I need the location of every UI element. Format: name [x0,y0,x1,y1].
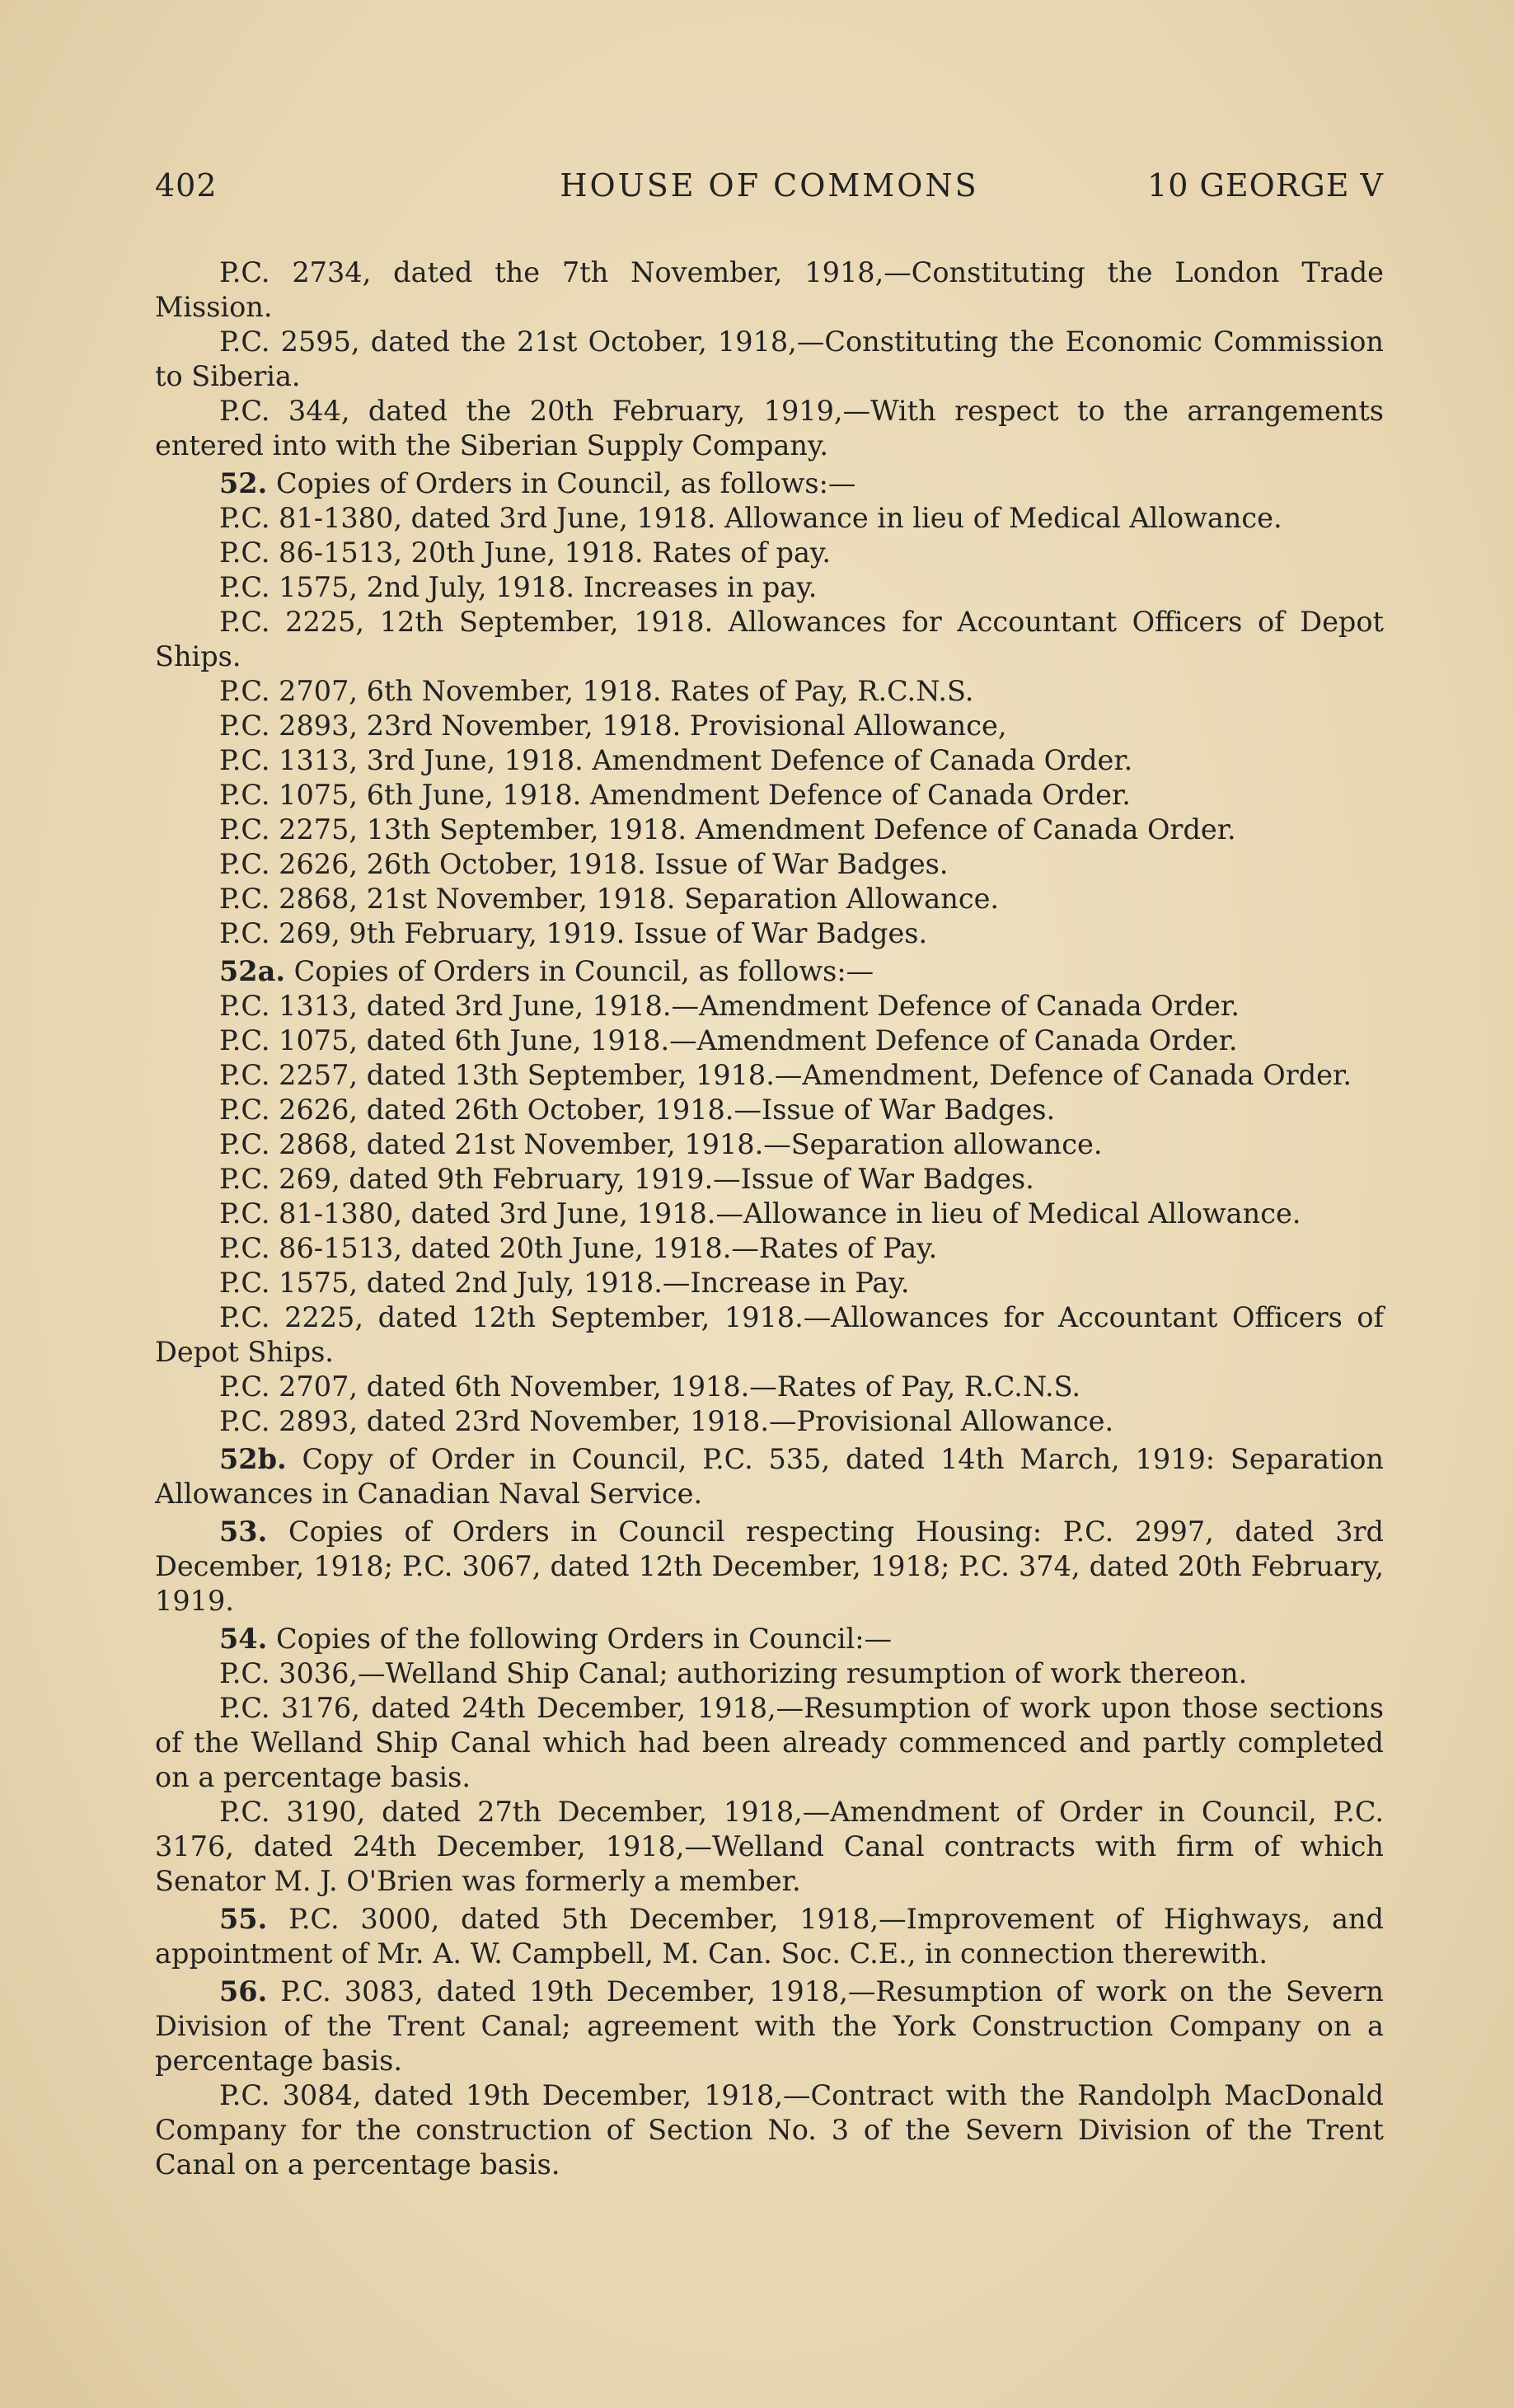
order-entry [155,1024,1384,1058]
entry-text: P.C. 2868, 21st November, 1918. Separation Allowance. [219,883,1000,915]
order-entry [155,674,1384,709]
entry-text: P.C. 344, dated the 20th February, 1919,—With respect to the arrangements entered into with the Siberian Supply Company. [155,395,1384,461]
section-number: 56. [219,1975,268,2007]
entry-text: P.C. 1575, dated 2nd July, 1918.—Increase in Pay. [219,1267,910,1299]
order-entry [155,1656,1384,1691]
entry-text: P.C. 81-1380, dated 3rd June, 1918. Allowance in lieu of Medical Allowance. [219,502,1282,534]
entry-text: P.C. 3000, dated 5th December, 1918,—Improvement of Highways, and appointment of Mr. A. W. Campbell, M. Can. Soc. C.E., in connection therewith. [155,1903,1385,1970]
entry-text: P.C. 1575, 2nd July, 1918. Increases in pay. [219,571,818,603]
entry-text: P.C. 2734, dated the 7th November, 1918,—Constituting the London Trade Mission. [155,256,1384,323]
order-entry [155,1093,1384,1127]
entry-text: P.C. 2595, dated the 21st October, 1918,—Constituting the Economic Commission to Siberia. [155,326,1384,392]
order-entry [155,2078,1384,2182]
section-entry [155,1515,1384,1619]
entry-text: P.C. 81-1380, dated 3rd June, 1918.—Allowance in lieu of Medical Allowance. [219,1197,1301,1230]
entry-text: P.C. 2225, 12th September, 1918. Allowances for Accountant Officers of Depot Ships. [155,606,1384,672]
order-entry [155,709,1384,743]
section-number: 52b. [219,1443,287,1475]
section-number: 52. [219,467,268,499]
regnal-year: 10 GEORGE V [1147,167,1384,204]
entry-text: P.C. 2626, 26th October, 1918. Issue of War Badges. [219,848,949,880]
section-number: 54. [219,1623,268,1655]
page-body [155,255,1384,2182]
order-entry [155,813,1384,847]
order-entry [155,1127,1384,1162]
order-entry [155,1266,1384,1300]
entry-text: P.C. 2626, dated 26th October, 1918.—Issue of War Badges. [219,1094,1056,1126]
order-entry [155,536,1384,570]
order-entry [155,1300,1384,1370]
entry-text: Copies of Orders in Council, as follows:— [275,467,856,499]
entry-text: P.C. 2868, dated 21st November, 1918.—Separation allowance. [219,1128,1103,1160]
entry-text: P.C. 2257, dated 13th September, 1918.—Amendment, Defence of Canada Order. [219,1059,1352,1091]
entry-text: P.C. 3083, dated 19th December, 1918,—Resumption of work on the Severn Division of the Trent Canal; agreement with the York Construction Company on a percentage basis. [155,1975,1384,2077]
section-number: 55. [219,1903,268,1935]
order-entry [155,605,1384,674]
running-title: HOUSE OF COMMONS [560,167,979,204]
section-entry [155,1902,1384,1971]
entry-text: P.C. 86-1513, dated 20th June, 1918.—Rates of Pay. [219,1232,938,1264]
order-entry [155,778,1384,813]
order-entry [155,1231,1384,1266]
order-entry [155,570,1384,605]
section-entry [155,1975,1384,2078]
entry-text: P.C. 2707, 6th November, 1918. Rates of Pay, R.C.N.S. [219,675,974,707]
order-entry [155,1058,1384,1093]
order-entry [155,1370,1384,1404]
entry-text: P.C. 3176, dated 24th December, 1918,—Resumption of work upon those sections of the Welland Ship Canal which had been already commenced and partly completed on a percentage basis. [155,1692,1384,1793]
entry-text: P.C. 2707, dated 6th November, 1918.—Rates of Pay, R.C.N.S. [219,1370,1081,1403]
order-entry [155,882,1384,916]
order-entry [155,501,1384,536]
order-entry [155,1197,1384,1231]
entry-text: P.C. 1313, 3rd June, 1918. Amendment Defence of Canada Order. [219,744,1133,776]
entry-text: P.C. 2275, 13th September, 1918. Amendment Defence of Canada Order. [219,813,1236,846]
section-number: 52a. [219,955,285,987]
entry-text: P.C. 2225, dated 12th September, 1918.—Allowances for Accountant Officers of Depot Ships. [155,1301,1384,1368]
order-entry [155,989,1384,1024]
entry-text: Copies of the following Orders in Council:— [275,1623,892,1655]
order-entry [155,1162,1384,1197]
order-entry [155,1795,1384,1899]
entry-text: P.C. 2893, 23rd November, 1918. Provisional Allowance, [219,710,1007,742]
entry-text: Copy of Order in Council, P.C. 535, dated 14th March, 1919: Separation Allowances in Canadian Naval Service. [155,1443,1384,1510]
entry-text: P.C. 3190, dated 27th December, 1918,—Amendment of Order in Council, P.C. 3176, dated 24th December, 1918,—Welland Canal contracts with firm of which Senator M. J. O'Brien was formerly a member. [155,1796,1384,1897]
page-number: 402 [155,167,218,204]
order-entry [155,325,1384,394]
order-entry [155,916,1384,951]
order-entry [155,1404,1384,1439]
entry-text: P.C. 269, dated 9th February, 1919.—Issue of War Badges. [219,1163,1034,1195]
entry-text: P.C. 3084, dated 19th December, 1918,—Contract with the Randolph MacDonald Company for the construction of Section No. 3 of the Severn Division of the Trent Canal on a percentage basis. [155,2079,1384,2181]
entry-text: P.C. 1075, 6th June, 1918. Amendment Defence of Canada Order. [219,779,1131,811]
entry-text: Copies of Orders in Council, as follows:— [293,955,874,987]
entry-text: P.C. 1313, dated 3rd June, 1918.—Amendment Defence of Canada Order. [219,990,1240,1022]
order-entry [155,847,1384,882]
section-entry [155,1442,1384,1511]
order-entry [155,743,1384,778]
page-header [155,167,1384,208]
entry-text: Copies of Orders in Council respecting Housing: P.C. 2997, dated 3rd December, 1918; P.C. 3067, dated 12th December, 1918; P.C. 374, dated 20th February, 1919. [155,1516,1384,1617]
order-entry [155,255,1384,325]
section-entry [155,466,1384,501]
entry-text: P.C. 3036,—Welland Ship Canal; authorizing resumption of work thereon. [219,1657,1248,1689]
section-entry [155,954,1384,989]
entry-text: P.C. 86-1513, 20th June, 1918. Rates of pay. [219,536,832,569]
entry-text: P.C. 2893, dated 23rd November, 1918.—Provisional Allowance. [219,1405,1114,1437]
entry-text: P.C. 269, 9th February, 1919. Issue of War Badges. [219,917,928,949]
order-entry [155,394,1384,463]
section-number: 53. [219,1516,268,1548]
order-entry [155,1691,1384,1795]
section-entry [155,1622,1384,1656]
entry-text: P.C. 1075, dated 6th June, 1918.—Amendment Defence of Canada Order. [219,1024,1238,1056]
